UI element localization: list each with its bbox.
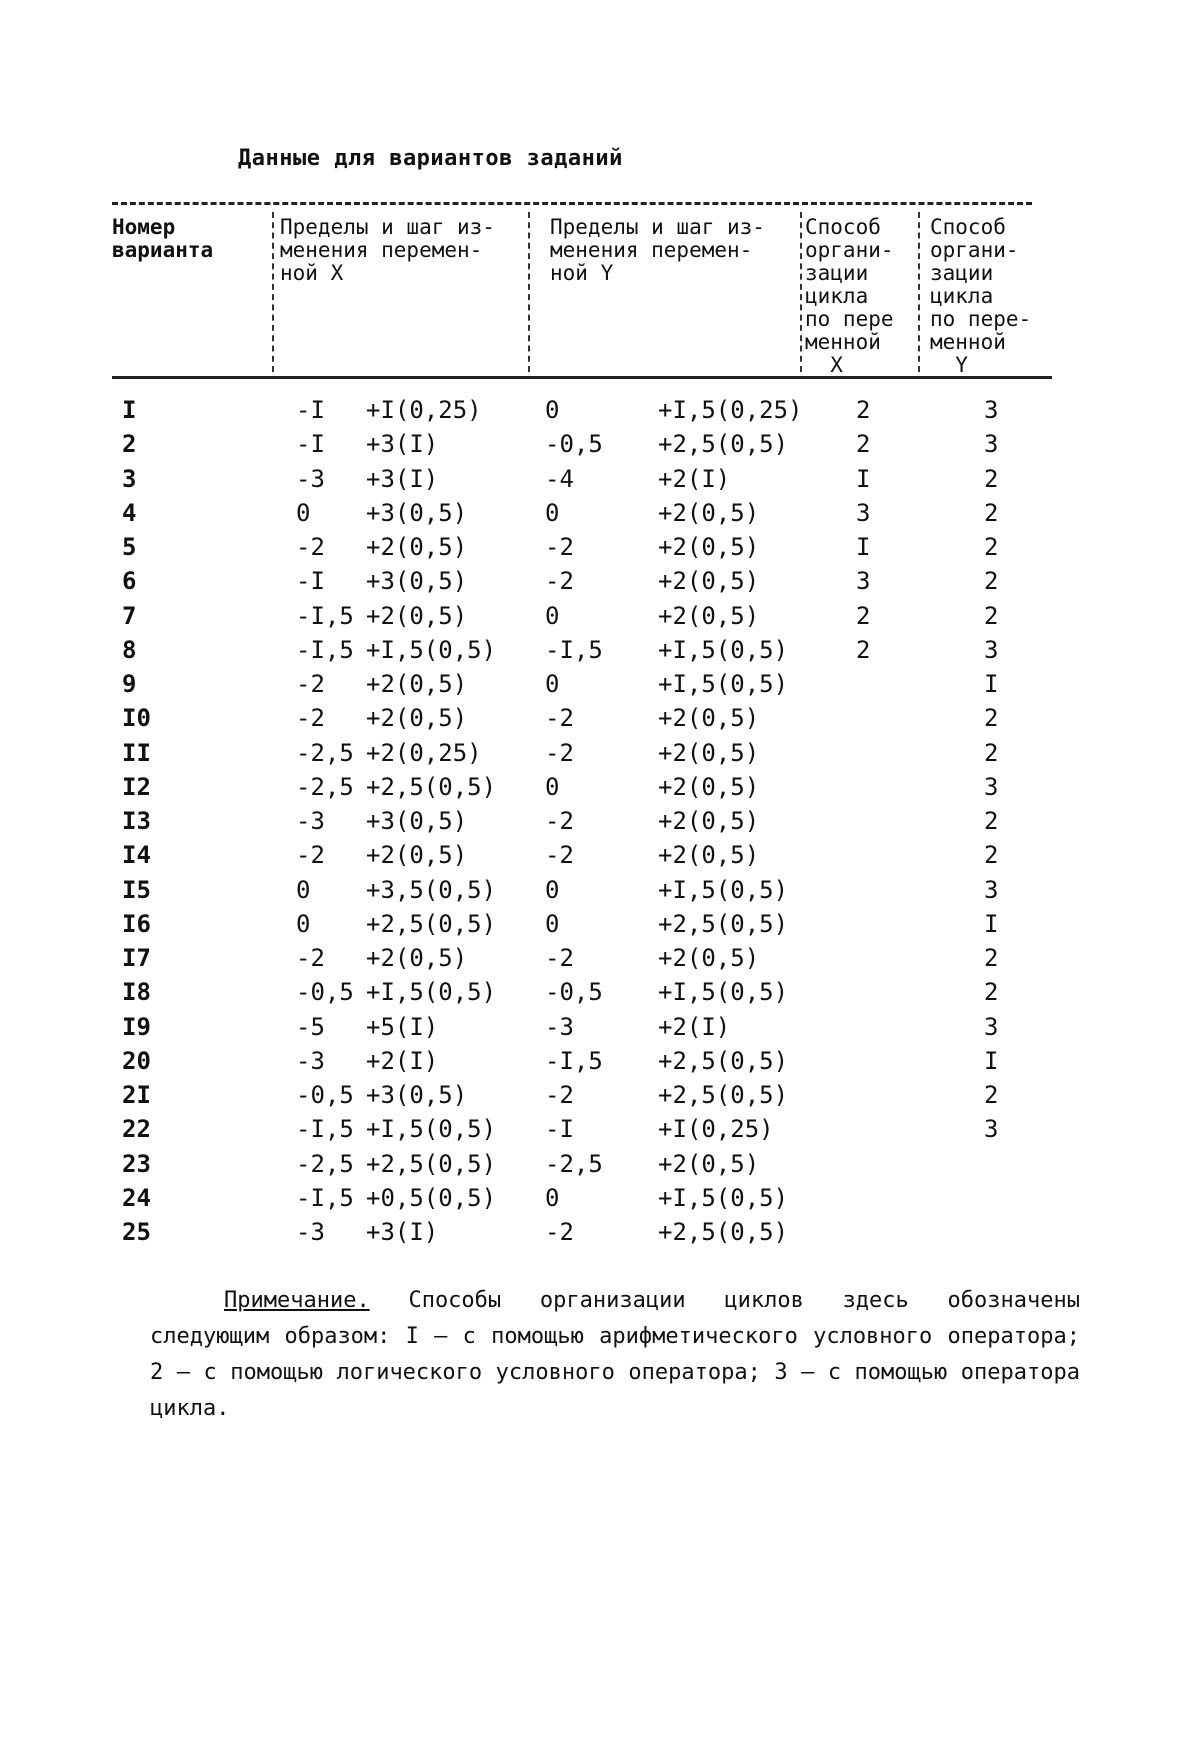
y-start-cell: -2: [545, 1218, 574, 1246]
x-end-step-cell: +2(0,5): [366, 841, 468, 870]
table-row: [0, 807, 1200, 841]
y-end-step-cell: +2(0,5): [658, 772, 760, 801]
header-y-range: Пределы и шаг из- менения перемен- ной Y: [550, 215, 765, 285]
table-row: [0, 1184, 1200, 1218]
x-start-cell: -2: [296, 704, 325, 733]
y-end-step-cell: +2(0,5): [658, 944, 760, 972]
table-row: [0, 704, 1200, 738]
x-end-step-cell: +2,5(0,5): [366, 1149, 497, 1178]
x-end-step-cell: +5(I): [366, 1012, 439, 1041]
x-end-step-cell: +3(0,5): [366, 807, 468, 835]
cycle-y-cell: 2: [984, 704, 999, 733]
y-start-cell: 0: [545, 909, 560, 938]
y-end-step-cell: +I,5(0,5): [658, 670, 789, 698]
variant-number-cell: 6: [122, 567, 137, 596]
table-row: [0, 567, 1200, 601]
x-start-cell: -2: [296, 533, 325, 561]
x-end-step-cell: +I(0,25): [366, 396, 482, 424]
header-cycle-x: Способ органи- зации цикла по пере менной X: [805, 215, 894, 377]
y-end-step-cell: +2(0,5): [658, 533, 760, 561]
table-row: [0, 533, 1200, 567]
x-start-cell: -3: [296, 1218, 325, 1246]
x-start-cell: -3: [296, 807, 325, 835]
variant-number-cell: I7: [122, 944, 151, 972]
table-row: [0, 670, 1200, 704]
y-end-step-cell: +2(I): [658, 464, 731, 493]
x-start-cell: -2,5: [296, 738, 354, 767]
y-end-step-cell: +2,5(0,5): [658, 430, 789, 459]
table-row: [0, 1150, 1200, 1184]
cycle-y-cell: 2: [984, 464, 999, 493]
table-row: [0, 396, 1200, 430]
variant-number-cell: 20: [122, 1046, 151, 1075]
x-end-step-cell: +I,5(0,5): [366, 635, 497, 664]
y-end-step-cell: +2(0,5): [658, 498, 760, 527]
x-end-step-cell: +0,5(0,5): [366, 1183, 497, 1212]
cycle-y-cell: 2: [984, 978, 999, 1007]
x-start-cell: -I,5: [296, 1115, 354, 1144]
y-start-cell: -2: [545, 704, 574, 733]
table-row: [0, 602, 1200, 636]
y-end-step-cell: +2(I): [658, 1012, 731, 1041]
cycle-y-cell: 2: [984, 1081, 999, 1109]
x-start-cell: -2: [296, 670, 325, 698]
y-end-step-cell: +2(0,5): [658, 841, 760, 870]
cycle-y-cell: 2: [984, 841, 999, 870]
y-start-cell: 0: [545, 772, 560, 801]
x-start-cell: -I: [296, 567, 325, 596]
table-row: [0, 1218, 1200, 1252]
cycle-y-cell: I: [984, 670, 999, 698]
y-end-step-cell: +2,5(0,5): [658, 1046, 789, 1075]
x-start-cell: -I: [296, 430, 325, 459]
y-start-cell: 0: [545, 601, 560, 630]
x-end-step-cell: +3(0,5): [366, 1081, 468, 1109]
x-end-step-cell: +2,5(0,5): [366, 909, 497, 938]
x-start-cell: -0,5: [296, 1081, 354, 1109]
x-start-cell: -2,5: [296, 772, 354, 801]
cycle-y-cell: 3: [984, 772, 999, 801]
y-end-step-cell: +2,5(0,5): [658, 909, 789, 938]
variant-number-cell: 4: [122, 498, 137, 527]
x-start-cell: 0: [296, 909, 311, 938]
table-row: [0, 944, 1200, 978]
y-start-cell: 0: [545, 1183, 560, 1212]
x-end-step-cell: +2(0,5): [366, 944, 468, 972]
y-start-cell: -2: [545, 567, 574, 596]
y-start-cell: -I: [545, 1115, 574, 1144]
x-start-cell: 0: [296, 498, 311, 527]
x-start-cell: -5: [296, 1012, 325, 1041]
table-row: [0, 978, 1200, 1012]
column-divider: [528, 212, 530, 372]
variant-number-cell: I5: [122, 875, 151, 904]
x-end-step-cell: +2(I): [366, 1046, 439, 1075]
x-start-cell: 0: [296, 875, 311, 904]
cycle-y-cell: I: [984, 1046, 999, 1075]
y-start-cell: -0,5: [545, 978, 603, 1007]
variant-number-cell: I0: [122, 704, 151, 733]
x-end-step-cell: +2(0,5): [366, 601, 468, 630]
x-start-cell: -2: [296, 944, 325, 972]
x-start-cell: -0,5: [296, 978, 354, 1007]
y-start-cell: -2: [545, 841, 574, 870]
x-start-cell: -2,5: [296, 1149, 354, 1178]
cycle-y-cell: 2: [984, 567, 999, 596]
cycle-y-cell: 2: [984, 944, 999, 972]
x-end-step-cell: +I,5(0,5): [366, 978, 497, 1007]
y-start-cell: -2,5: [545, 1149, 603, 1178]
cycle-x-cell: 2: [856, 430, 871, 459]
cycle-x-cell: 3: [856, 498, 871, 527]
x-start-cell: -I: [296, 396, 325, 424]
table-row: [0, 499, 1200, 533]
header-variant-number: Номер варианта: [112, 215, 214, 262]
header-bottom-rule: [112, 376, 1052, 379]
y-start-cell: 0: [545, 875, 560, 904]
page-title: Данные для вариантов заданий: [238, 146, 623, 171]
x-start-cell: -I,5: [296, 1183, 354, 1212]
x-end-step-cell: +2(0,5): [366, 704, 468, 733]
cycle-y-cell: 2: [984, 738, 999, 767]
y-start-cell: -2: [545, 738, 574, 767]
header-x-range: Пределы и шаг из- менения перемен- ной X: [280, 215, 495, 285]
cycle-x-cell: 3: [856, 567, 871, 596]
variant-number-cell: I2: [122, 772, 151, 801]
y-end-step-cell: +2(0,5): [658, 807, 760, 835]
table-row: [0, 739, 1200, 773]
x-end-step-cell: +2(0,5): [366, 670, 468, 698]
cycle-y-cell: 2: [984, 498, 999, 527]
variant-number-cell: I3: [122, 807, 151, 835]
cycle-x-cell: 2: [856, 396, 871, 424]
y-start-cell: -I,5: [545, 635, 603, 664]
note-text: Способы организации циклов здесь обозначены следующим образом: I – с помощью арифметического условного оператора; 2 – с помощью логического условного оператора; 3 – с помощью оператора цикла.: [150, 1288, 1080, 1421]
y-end-step-cell: +I,5(0,5): [658, 978, 789, 1007]
cycle-y-cell: 3: [984, 1115, 999, 1144]
y-start-cell: -I,5: [545, 1046, 603, 1075]
table-row: [0, 1047, 1200, 1081]
cycle-x-cell: I: [856, 464, 871, 493]
table-row: [0, 465, 1200, 499]
y-end-step-cell: +I,5(0,5): [658, 875, 789, 904]
cycle-y-cell: 2: [984, 601, 999, 630]
cycle-x-cell: I: [856, 533, 871, 561]
y-end-step-cell: +2(0,5): [658, 738, 760, 767]
variant-number-cell: 9: [122, 670, 137, 698]
y-end-step-cell: +I(0,25): [658, 1115, 774, 1144]
column-divider: [918, 212, 920, 372]
x-start-cell: -I,5: [296, 635, 354, 664]
variant-number-cell: I6: [122, 909, 151, 938]
y-start-cell: -2: [545, 944, 574, 972]
y-start-cell: -0,5: [545, 430, 603, 459]
x-start-cell: -I,5: [296, 601, 354, 630]
y-start-cell: -4: [545, 464, 574, 493]
cycle-y-cell: 3: [984, 1012, 999, 1041]
x-end-step-cell: +2(0,5): [366, 533, 468, 561]
x-end-step-cell: +3(I): [366, 464, 439, 493]
y-start-cell: -2: [545, 1081, 574, 1109]
cycle-y-cell: 3: [984, 396, 999, 424]
variant-number-cell: 22: [122, 1115, 151, 1144]
variant-number-cell: I8: [122, 978, 151, 1007]
cycle-y-cell: 3: [984, 430, 999, 459]
column-divider: [272, 212, 274, 372]
variant-number-cell: I9: [122, 1012, 151, 1041]
table-row: [0, 1081, 1200, 1115]
y-end-step-cell: +I,5(0,5): [658, 635, 789, 664]
x-end-step-cell: +3(I): [366, 430, 439, 459]
table-row: [0, 841, 1200, 875]
y-start-cell: 0: [545, 498, 560, 527]
cycle-x-cell: 2: [856, 601, 871, 630]
variant-number-cell: 24: [122, 1183, 151, 1212]
y-end-step-cell: +2(0,5): [658, 1149, 760, 1178]
column-divider: [800, 212, 802, 372]
x-end-step-cell: +I,5(0,5): [366, 1115, 497, 1144]
variant-number-cell: 25: [122, 1218, 151, 1246]
y-start-cell: -3: [545, 1012, 574, 1041]
variant-number-cell: 7: [122, 601, 137, 630]
x-end-step-cell: +3(I): [366, 1218, 439, 1246]
y-start-cell: -2: [545, 533, 574, 561]
x-end-step-cell: +3(0,5): [366, 498, 468, 527]
variant-number-cell: 8: [122, 635, 137, 664]
table-top-rule: [112, 202, 1032, 205]
variant-number-cell: 23: [122, 1149, 151, 1178]
x-end-step-cell: +2(0,25): [366, 738, 482, 767]
cycle-y-cell: 2: [984, 533, 999, 561]
x-start-cell: -3: [296, 464, 325, 493]
y-start-cell: 0: [545, 396, 560, 424]
variant-number-cell: II: [122, 738, 151, 767]
note-heading: Примечание.: [224, 1288, 370, 1313]
table-row: [0, 1115, 1200, 1149]
table-row: [0, 876, 1200, 910]
y-end-step-cell: +I,5(0,5): [658, 1183, 789, 1212]
table-row: [0, 430, 1200, 464]
table-row: [0, 1013, 1200, 1047]
y-end-step-cell: +2,5(0,5): [658, 1218, 789, 1246]
variant-number-cell: 2I: [122, 1081, 151, 1109]
cycle-y-cell: 3: [984, 875, 999, 904]
variant-number-cell: 3: [122, 464, 137, 493]
y-start-cell: 0: [545, 670, 560, 698]
table-row: [0, 636, 1200, 670]
variant-number-cell: I4: [122, 841, 151, 870]
x-end-step-cell: +2,5(0,5): [366, 772, 497, 801]
table-row: [0, 773, 1200, 807]
table-row: [0, 910, 1200, 944]
y-end-step-cell: +I,5(0,25): [658, 396, 803, 424]
y-start-cell: -2: [545, 807, 574, 835]
variant-number-cell: I: [122, 396, 137, 424]
y-end-step-cell: +2,5(0,5): [658, 1081, 789, 1109]
y-end-step-cell: +2(0,5): [658, 567, 760, 596]
header-cycle-y: Способ органи- зации цикла по пере- менной Y: [930, 215, 1032, 377]
cycle-y-cell: I: [984, 909, 999, 938]
y-end-step-cell: +2(0,5): [658, 601, 760, 630]
cycle-y-cell: 2: [984, 807, 999, 835]
cycle-y-cell: 3: [984, 635, 999, 664]
note-paragraph: [150, 1283, 1080, 1427]
x-start-cell: -3: [296, 1046, 325, 1075]
x-end-step-cell: +3(0,5): [366, 567, 468, 596]
variant-number-cell: 2: [122, 430, 137, 459]
x-start-cell: -2: [296, 841, 325, 870]
y-end-step-cell: +2(0,5): [658, 704, 760, 733]
cycle-x-cell: 2: [856, 635, 871, 664]
variant-number-cell: 5: [122, 533, 137, 561]
x-end-step-cell: +3,5(0,5): [366, 875, 497, 904]
